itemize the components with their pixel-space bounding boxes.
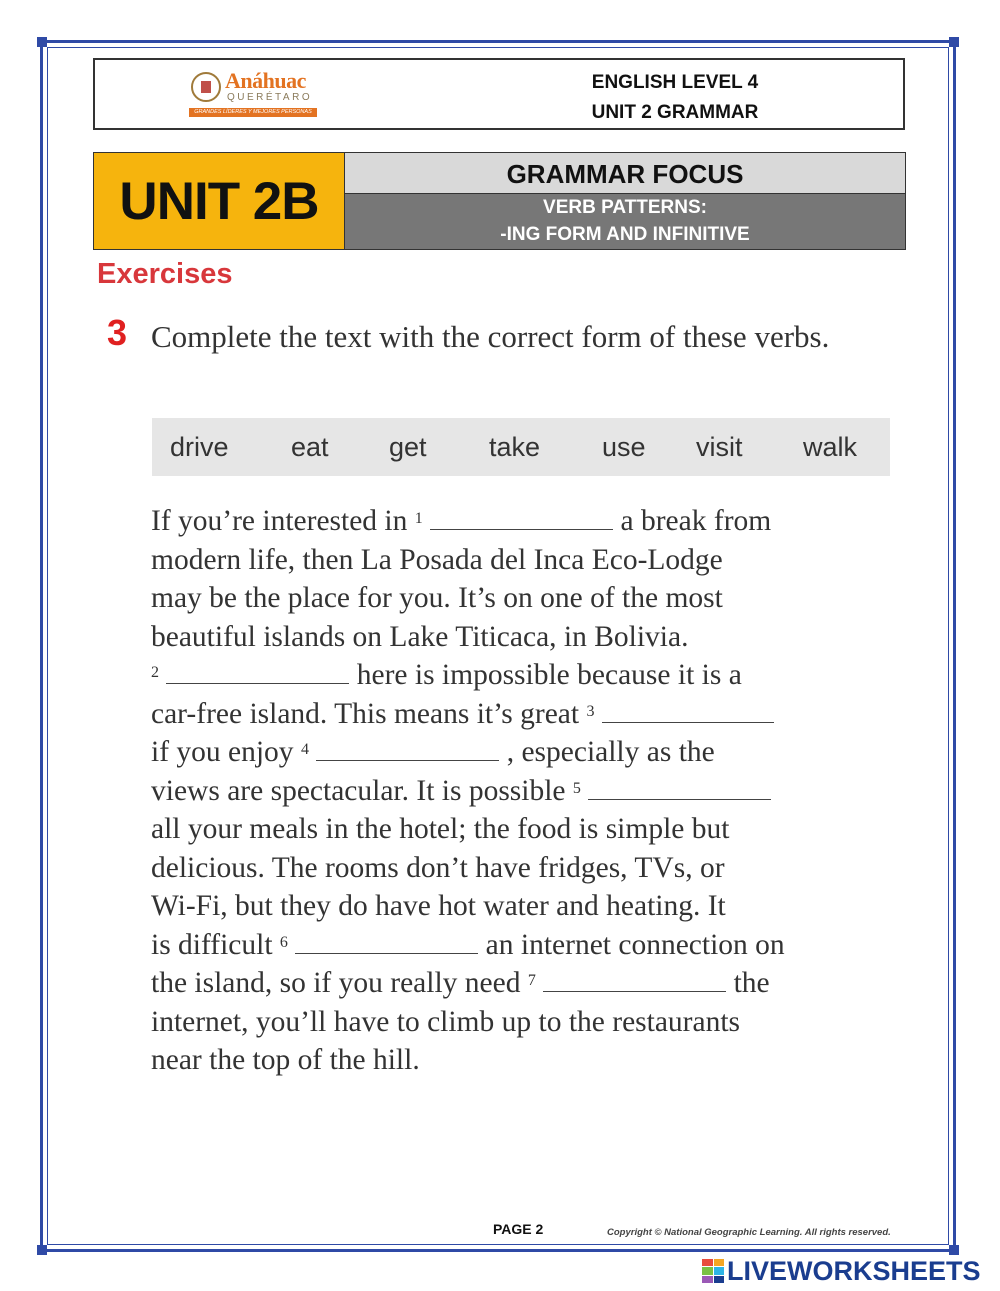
border-corner	[949, 37, 959, 47]
passage-line	[151, 656, 911, 695]
verb-option: walk	[803, 432, 858, 462]
passage-text: views are spectacular. It is possible	[151, 774, 573, 807]
blank-number: 7	[527, 972, 536, 989]
logo-tagline: GRANDES LÍDERES Y MEJORES PERSONAS	[189, 108, 317, 117]
passage-line: Wi-Fi, but they do have hot water and heating. It	[151, 890, 726, 922]
border-corner	[949, 1245, 959, 1255]
grammar-topic	[344, 193, 906, 250]
passage-text: the island, so if you really need	[151, 967, 528, 999]
answer-blank-5[interactable]	[588, 773, 771, 800]
answer-blank-4[interactable]	[316, 734, 499, 761]
grammar-focus-header	[344, 152, 906, 194]
passage-line	[151, 502, 911, 541]
answer-blank-7[interactable]	[543, 965, 726, 992]
course-title	[555, 68, 795, 128]
liveworksheets-wordmark: LIVEWORKSHEETS	[727, 1255, 981, 1286]
verb-option: visit	[696, 432, 743, 462]
passage-line: internet, you’ll have to climb up to the restaurants	[151, 1005, 741, 1038]
logo-seal-icon	[191, 72, 221, 102]
blank-number: 4	[300, 741, 309, 758]
liveworksheets-brand[interactable]	[702, 1257, 981, 1285]
passage-text: if you enjoy	[151, 736, 301, 768]
grammar-topic-line1: VERB PATTERNS:	[543, 197, 707, 218]
answer-blank-6[interactable]	[295, 927, 478, 954]
unit-badge	[93, 152, 345, 250]
grammar-focus-title: GRAMMAR FOCUS	[506, 159, 744, 189]
passage-text: If you’re interested in	[151, 505, 415, 537]
exercises-heading: Exercises	[97, 258, 233, 290]
exercise-instruction: Complete the text with the correct form of these verbs.	[151, 319, 830, 354]
verb-option: take	[489, 432, 541, 462]
passage-line	[151, 926, 911, 965]
verb-option: eat	[291, 432, 329, 462]
verb-bank	[152, 418, 890, 476]
exercise-passage	[151, 502, 911, 1080]
unit-label: UNIT 2B	[119, 172, 319, 231]
passage-text: an internet connection on	[478, 928, 785, 961]
passage-text: , especially as the	[499, 736, 715, 768]
border-corner	[37, 1245, 47, 1255]
exercise-number: 3	[107, 312, 128, 353]
university-logo	[191, 70, 326, 120]
passage-line	[151, 772, 911, 811]
passage-text: a break from	[613, 505, 772, 537]
blank-number: 1	[414, 510, 423, 527]
verb-option: get	[389, 432, 427, 462]
passage-text: car-free island. This means it’s great	[151, 697, 587, 730]
passage-line: all your meals in the hotel; the food is simple but	[151, 813, 730, 845]
passage-line: near the top of the hill.	[151, 1044, 420, 1076]
copyright-notice: Copyright © National Geographic Learning. All rights reserved.	[607, 1227, 891, 1238]
document-header	[93, 58, 905, 130]
blank-number: 6	[279, 933, 288, 951]
blank-number: 3	[586, 702, 595, 720]
border-corner	[37, 37, 47, 47]
verb-option: use	[602, 432, 646, 462]
grammar-topic-line2: -ING FORM AND INFINITIVE	[500, 224, 750, 245]
course-unit: UNIT 2 GRAMMAR	[591, 102, 759, 123]
answer-blank-1[interactable]	[430, 503, 613, 530]
blank-number: 2	[151, 664, 159, 681]
passage-line: beautiful islands on Lake Titicaca, in Bolivia.	[151, 620, 689, 653]
passage-line: may be the place for you. It’s on one of the most	[151, 582, 723, 614]
verb-option: drive	[170, 432, 229, 462]
blank-number: 5	[572, 779, 581, 797]
passage-line	[151, 695, 911, 734]
passage-line	[151, 733, 911, 772]
passage-line: delicious. The rooms don’t have fridges, TVs, or	[151, 851, 725, 884]
passage-line: modern life, then La Posada del Inca Eco-Lodge	[151, 543, 723, 576]
answer-blank-3[interactable]	[602, 696, 774, 723]
page-number: PAGE 2	[493, 1221, 544, 1237]
passage-text: here is impossible because it is a	[349, 659, 742, 691]
passage-line	[151, 964, 911, 1003]
passage-text: is difficult	[151, 928, 280, 961]
course-level: ENGLISH LEVEL 4	[591, 72, 759, 93]
logo-subtitle: QUERÉTARO	[227, 92, 313, 103]
liveworksheets-logo-icon	[702, 1259, 724, 1283]
answer-blank-2[interactable]	[166, 657, 349, 684]
passage-text: the	[726, 967, 770, 999]
logo-name: Anáhuac	[225, 68, 306, 93]
